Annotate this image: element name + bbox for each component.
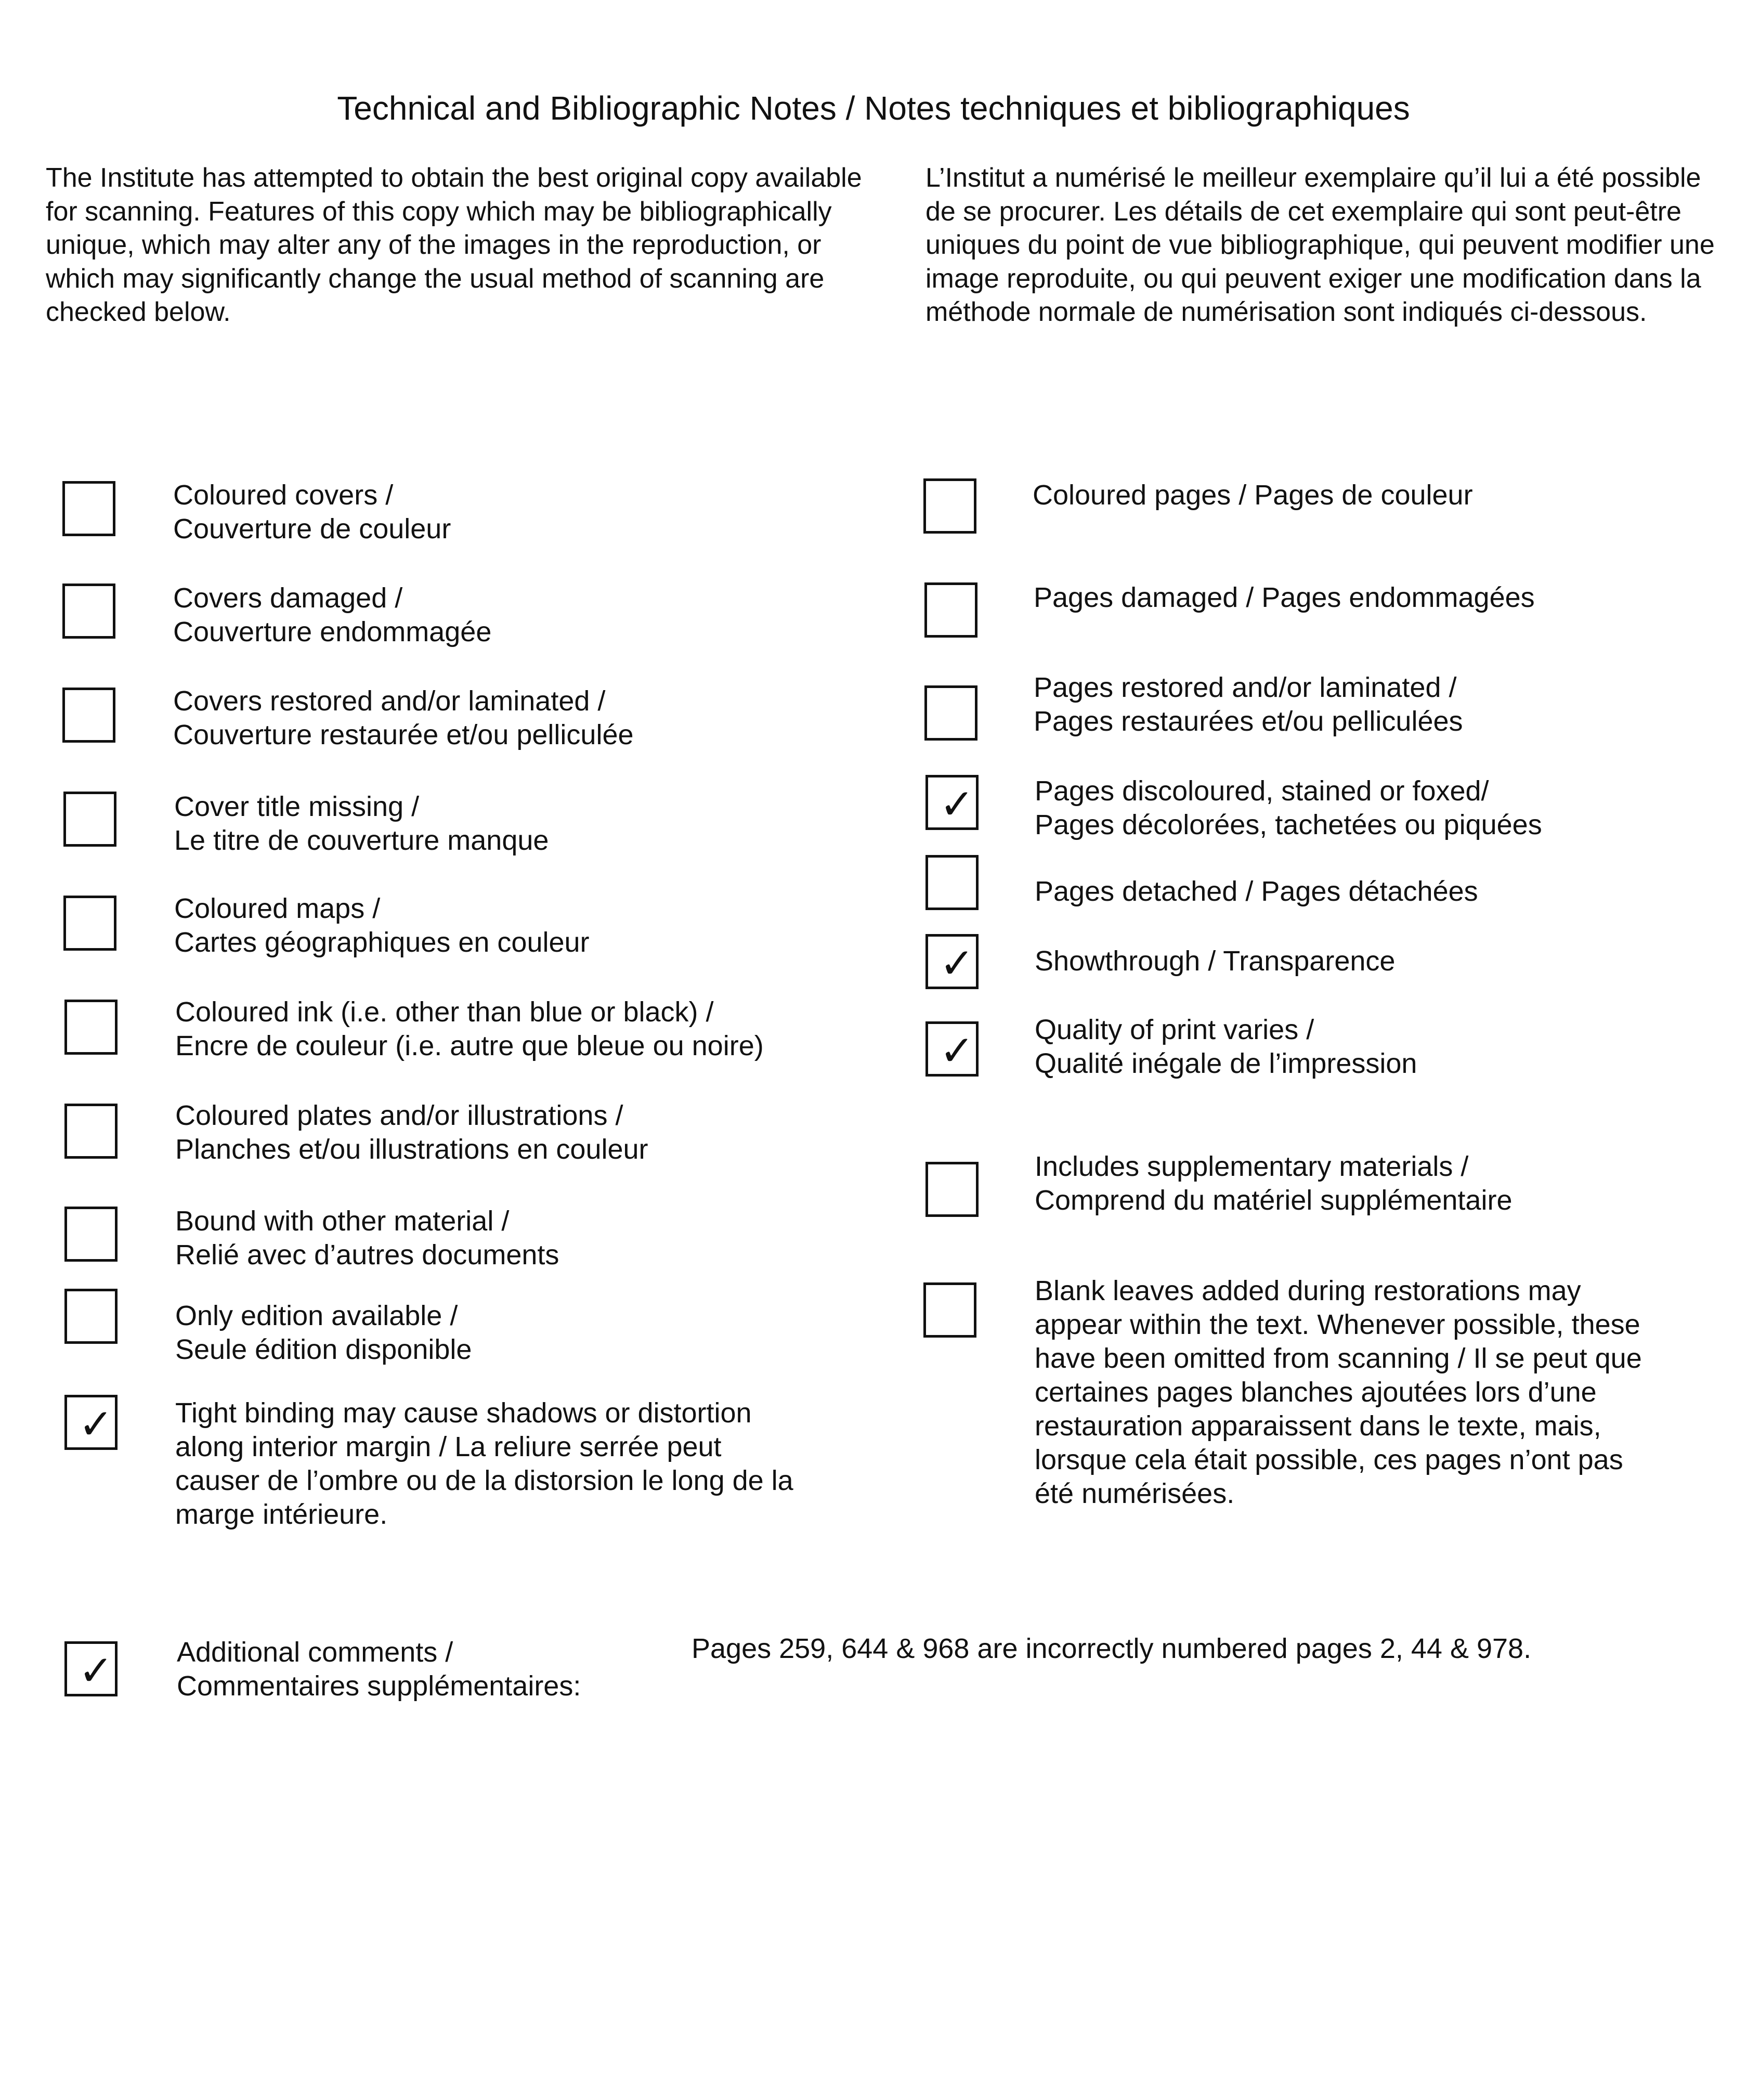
item-label: Showthrough / Transparence — [1035, 945, 1396, 977]
item-label: Covers restored and/or laminated / Couverture restaurée et/ou pelliculée — [173, 685, 634, 750]
checkbox[interactable] — [923, 1282, 976, 1338]
checkbox[interactable] — [64, 1289, 118, 1344]
checkbox[interactable] — [63, 896, 116, 951]
checkbox[interactable] — [925, 775, 979, 830]
item-label: Coloured plates and/or illustrations / Planches et/ou illustrations en couleur — [175, 1100, 648, 1165]
item-label: Coloured maps / Cartes géographiques en couleur — [174, 893, 590, 958]
checkbox[interactable] — [64, 1207, 118, 1262]
check-icon: ✓ — [79, 1647, 114, 1695]
checkbox[interactable] — [64, 1000, 118, 1055]
item-label: Quality of print varies / Qualité inégale de l’impression — [1035, 1014, 1417, 1079]
item-label: Bound with other material / Relié avec d’autres documents — [175, 1205, 559, 1271]
checkbox[interactable] — [62, 584, 115, 639]
additional-comments-label: Additional comments / Commentaires supplémentaires: — [177, 1637, 581, 1702]
check-icon: ✓ — [940, 939, 975, 988]
item-label: Coloured covers / Couverture de couleur — [173, 479, 451, 545]
additional-comments-text: Pages 259, 644 & 968 are incorrectly numbered pages 2, 44 & 978. — [692, 1633, 1532, 1664]
checkbox[interactable] — [924, 582, 977, 638]
checkbox[interactable] — [64, 1104, 118, 1159]
checkbox[interactable] — [924, 685, 977, 741]
item-label: Covers damaged / Couverture endommagée — [173, 582, 492, 647]
item-label: Only edition available / Seule édition disponible — [175, 1300, 472, 1365]
item-label: Pages discoloured, stained or foxed/ Pages décolorées, tachetées ou piquées — [1035, 775, 1542, 840]
checkbox[interactable] — [925, 934, 979, 989]
item-label: Coloured ink (i.e. other than blue or black) / Encre de couleur (i.e. autre que bleue ou noire) — [175, 996, 764, 1061]
checkbox[interactable] — [925, 855, 979, 910]
check-icon: ✓ — [79, 1400, 114, 1448]
page-title: Technical and Bibliographic Notes / Notes techniques et bibliographiques — [337, 89, 1410, 127]
item-label: Tight binding may cause shadows or distortion along interior margin / La reliure serrée peut causer de l’ombre ou de la distorsion le long de la marge intérieure. — [175, 1397, 793, 1530]
intro-french: L’Institut a numérisé le meilleur exemplaire qu’il lui a été possible de se procurer. Les détails de cet exemplaire qui sont peut-être uniques du point de vue bibliographique, qui peuvent modifier une image reproduite, ou qui peuvent exiger une modification dans la méthode normale de numérisation sont indiqués ci-dessous. — [925, 163, 1715, 327]
checkbox[interactable] — [63, 792, 116, 847]
item-label: Blank leaves added during restorations may appear within the text. Whenever possible, these have been omitted from scanning / Il se peut que certaines pages blanches ajoutées lors d’une restauration apparaissent dans le texte, mais, lorsque cela était possible, ces pages n’ont pas été numérisées. — [1035, 1275, 1642, 1509]
checkbox[interactable] — [62, 481, 115, 536]
checkbox[interactable] — [62, 688, 115, 743]
checkbox[interactable] — [925, 1021, 979, 1077]
checkbox[interactable] — [64, 1395, 118, 1450]
check-icon: ✓ — [940, 1027, 975, 1075]
item-label: Pages damaged / Pages endommagées — [1034, 582, 1535, 613]
item-label: Pages restored and/or laminated / Pages restaurées et/ou pelliculées — [1034, 672, 1463, 737]
additional-comments-checkbox[interactable] — [64, 1641, 118, 1696]
checkbox[interactable] — [925, 1162, 979, 1217]
checkbox[interactable] — [923, 478, 976, 534]
item-label: Pages detached / Pages détachées — [1035, 876, 1478, 907]
check-icon: ✓ — [940, 780, 975, 828]
item-label: Cover title missing / Le titre de couverture manque — [174, 791, 549, 856]
item-label: Coloured pages / Pages de couleur — [1033, 479, 1473, 511]
item-label: Includes supplementary materials / Comprend du matériel supplémentaire — [1035, 1151, 1513, 1216]
intro-english: The Institute has attempted to obtain the best original copy available for scanning. Features of this copy which may be bibliographically unique, which may alter any of the images in the reproduction, or which may significantly change the usual method of scanning are checked below. — [46, 163, 862, 327]
